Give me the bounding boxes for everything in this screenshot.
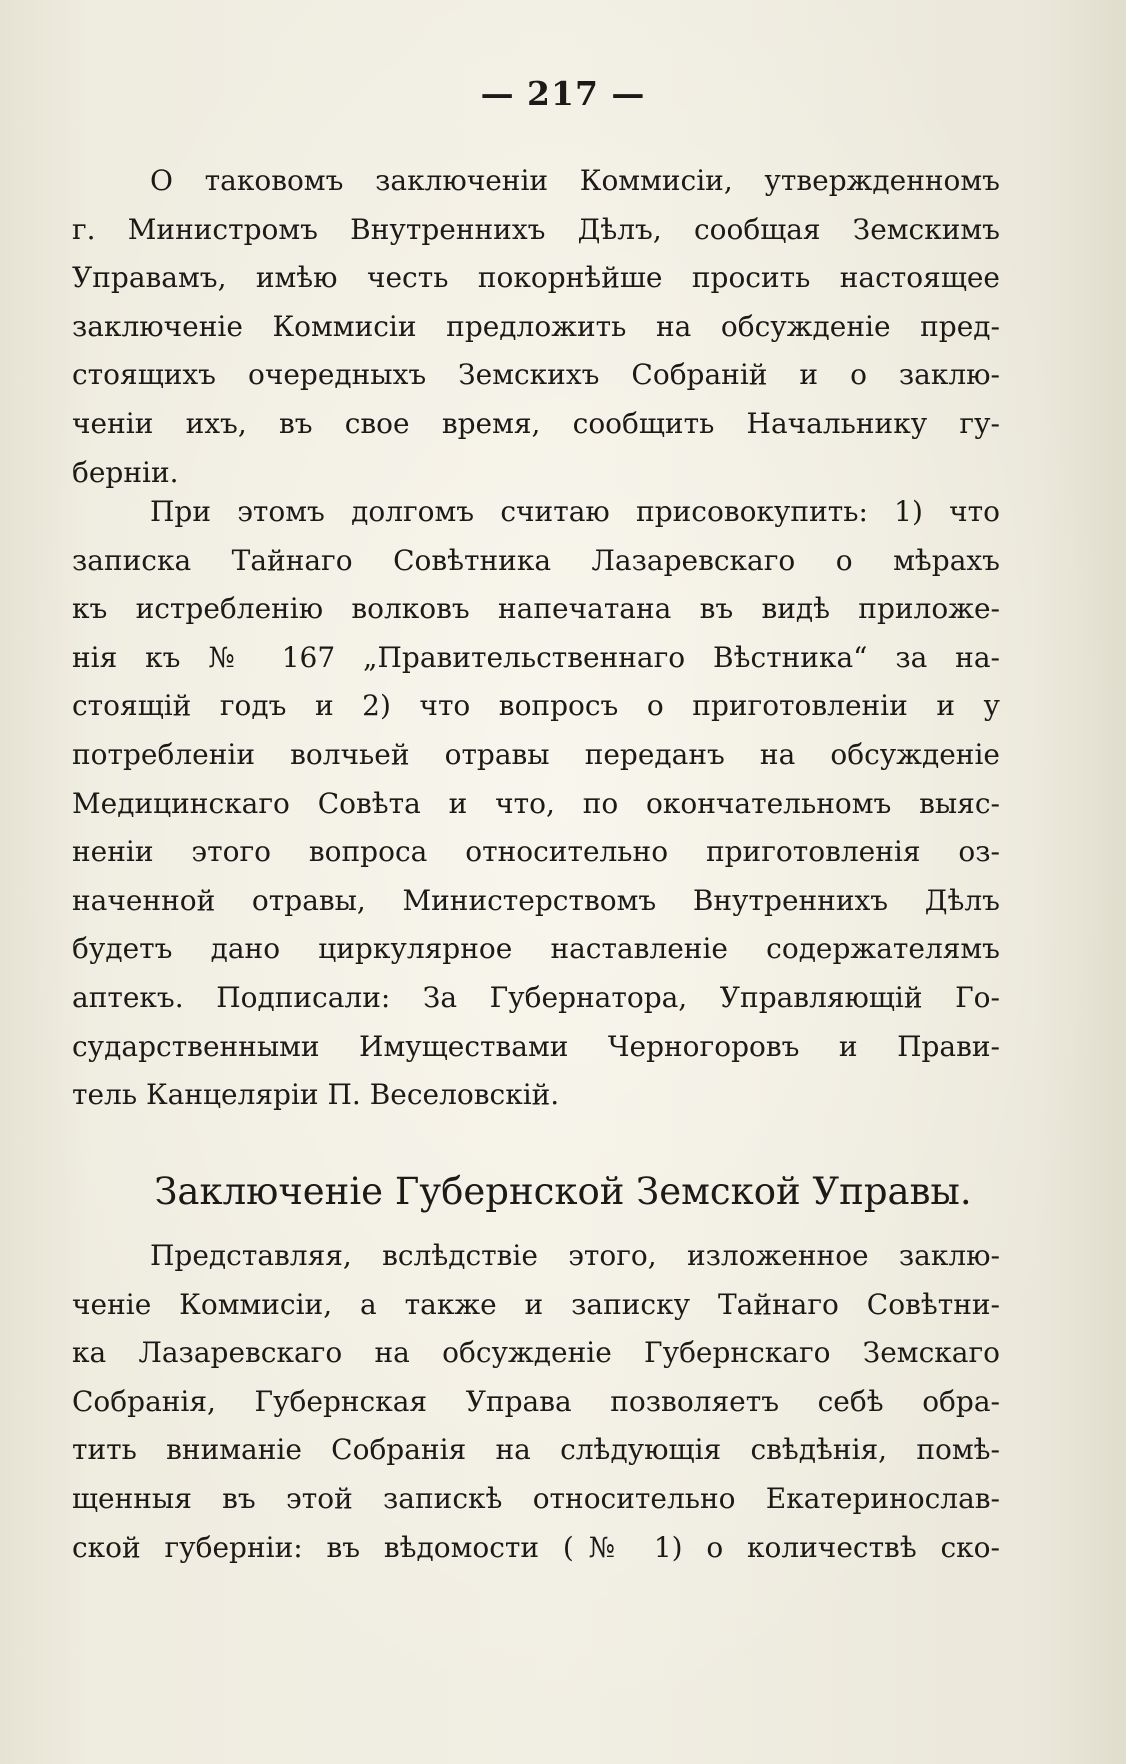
text-line: неніи этого вопроса относительно приготовленія оз- [72,835,1000,869]
text-line: стоящій годъ и 2) что вопросъ о приготовленіи и у [72,689,1000,723]
text-line: аптекъ. Подписали: За Губернатора, Управляющій Го- [72,980,1000,1014]
page-number: — 217 — [480,74,646,113]
text-line: нія къ № 167 „Правительственнаго Вѣстника“ за на- [72,640,1000,674]
paragraph-1 [72,157,1000,497]
text-line: Медицинскаго Совѣта и что, по окончательномъ выяс- [72,786,1000,820]
text-line: сударственными Имуществами Черногоровъ и Прави- [72,1029,1000,1063]
text-line: къ истребленію волковъ напечатана въ видѣ приложе- [72,592,1000,626]
text-line: г. Министромъ Внутреннихъ Дѣлъ, сообщая Земскимъ [72,212,1000,246]
text-line: будетъ дано циркулярное наставленіе содержателямъ [72,932,1000,966]
text-line: тить вниманіе Собранія на слѣдующія свѣдѣнія, помѣ- [72,1433,1000,1467]
text-line: О таковомъ заключеніи Коммисіи, утвержденномъ [150,164,1000,197]
text-line: При этомъ долгомъ считаю присовокупить: 1) что [150,495,1000,528]
text-line: тель Канцеляріи П. Веселовскій. [72,1078,560,1112]
text-line: Управамъ, имѣю честь покорнѣйше просить настоящее [72,261,1000,295]
text-line: потребленіи волчьей отравы переданъ на обсужденіе [72,737,1000,771]
text-line: стоящихъ очередныхъ Земскихъ Собраній и о заклю- [72,358,1000,392]
text-line: берніи. [72,455,179,489]
text-line: ской губерніи: въ вѣдомости (№ 1) о количествѣ ско- [72,1530,1000,1564]
text-line: записка Тайнаго Совѣтника Лазаревскаго о мѣрахъ [72,543,1000,577]
text-line: ченіе Коммисіи, а также и записку Тайнаго Совѣтни- [72,1287,1000,1321]
text-line: ченіи ихъ, въ свое время, сообщить Начальнику гу- [72,406,1000,440]
text-line: ка Лазаревскаго на обсужденіе Губернскаго Земскаго [72,1336,1000,1370]
paragraph-2 [72,488,1000,1120]
text-line: Собранія, Губернская Управа позволяетъ себѣ обра- [72,1384,1000,1418]
text-line: заключеніе Коммисіи предложить на обсужденіе пред- [72,309,1000,343]
text-line: Представляя, вслѣдствіе этого, изложенное заклю- [150,1239,1000,1272]
text-line: щенныя въ этой запискѣ относительно Екатеринослав- [72,1481,1000,1515]
section-heading: Заключеніе Губернской Земской Управы. [154,1170,972,1213]
text-line: наченной отравы, Министерствомъ Внутреннихъ Дѣлъ [72,883,1000,917]
paragraph-3 [72,1232,1000,1572]
